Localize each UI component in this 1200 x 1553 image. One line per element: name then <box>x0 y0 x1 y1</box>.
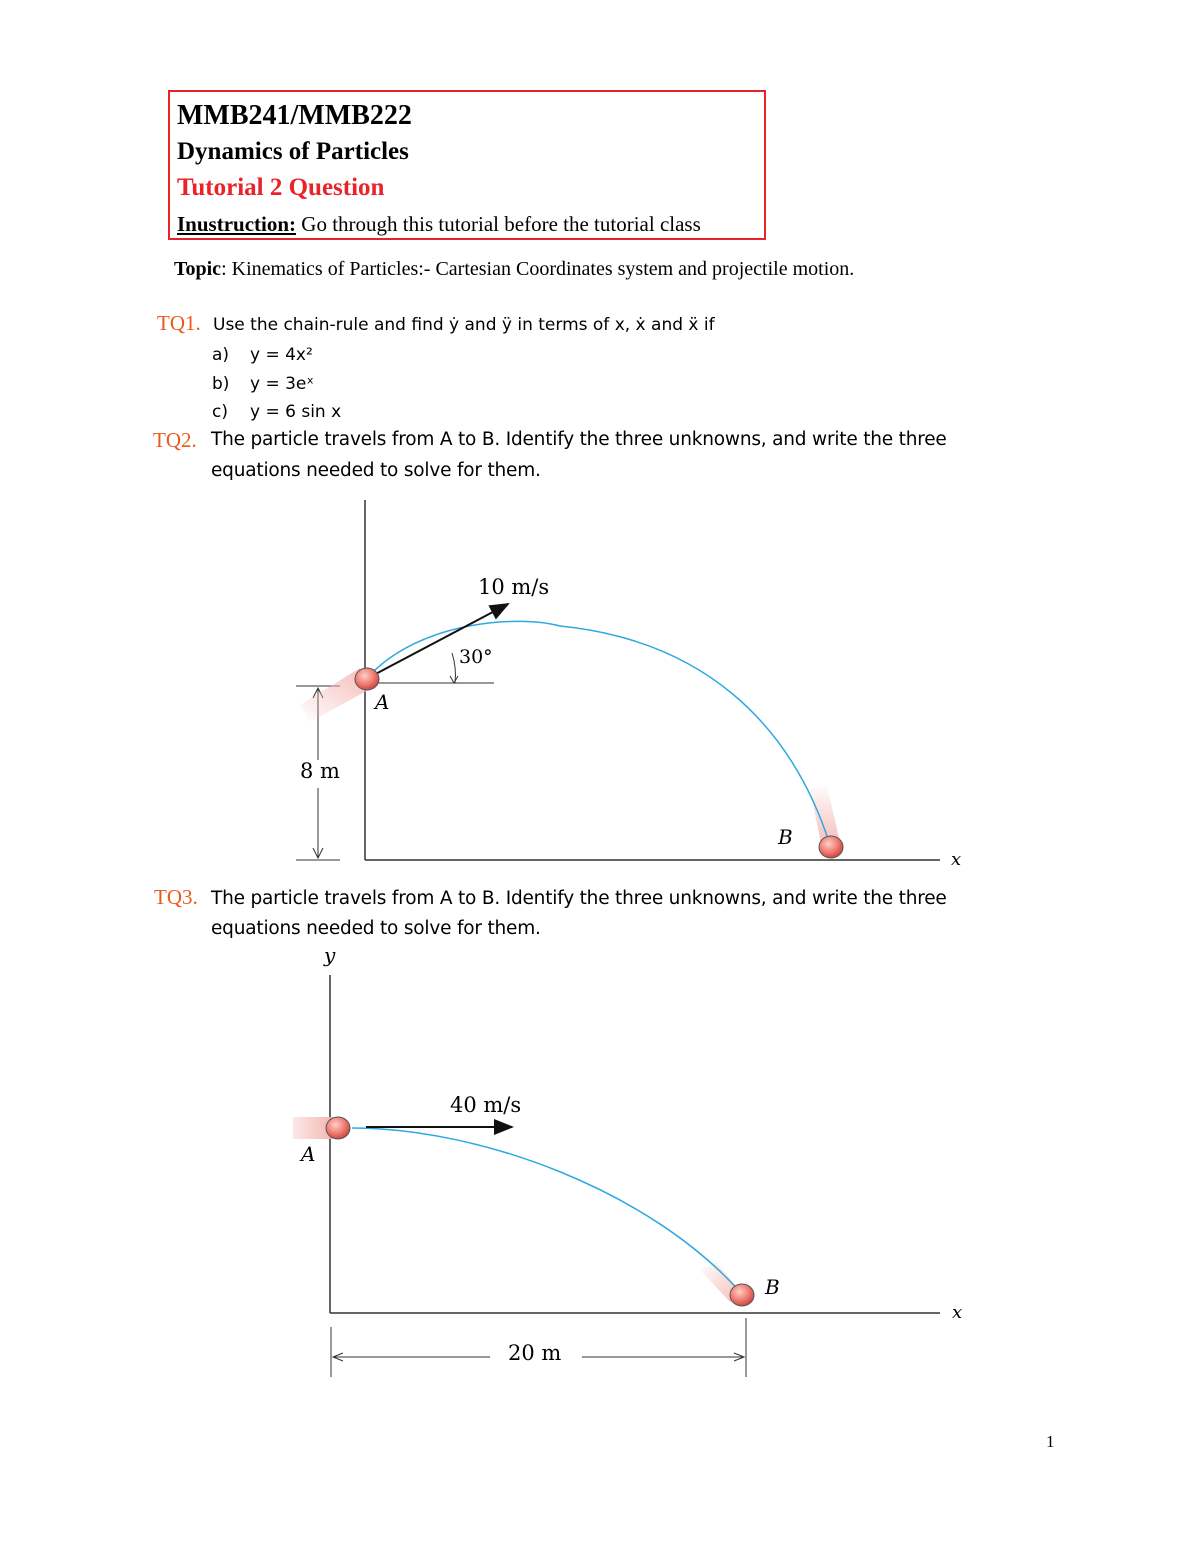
option-key: a) <box>212 345 230 365</box>
tq3-particle-b <box>730 1284 754 1306</box>
option-key: b) <box>212 374 230 394</box>
course-code: MMB241/MMB222 <box>177 100 412 131</box>
tq2-speed-label: 10 m/s <box>478 575 550 599</box>
tq2-line2: equations needed to solve for them. <box>211 460 541 481</box>
tq3-y-axis-label: y <box>324 943 336 967</box>
tq3-x-axis-label: x <box>952 1302 963 1323</box>
tutorial-title: Tutorial 2 Question <box>177 174 385 201</box>
topic-label: Topic <box>174 258 222 280</box>
tq2-height-label: 8 m <box>300 759 340 783</box>
tq3-line1: The particle travels from A to B. Identify the three unknowns, and write the three <box>211 888 947 909</box>
instruction-text: Go through this tutorial before the tutorial class <box>296 212 701 236</box>
tq2-x-axis-label: x <box>951 849 962 870</box>
topic-text: : Kinematics of Particles:- Cartesian Coordinates system and projectile motion. <box>221 258 855 280</box>
tq2-point-b-label: B <box>778 825 793 849</box>
tq3-trajectory <box>352 1128 742 1294</box>
tq2-label: TQ2. <box>153 428 197 452</box>
option-expr: y = 4x² <box>250 345 313 365</box>
tq3-speed-label: 40 m/s <box>450 1093 522 1117</box>
tq2-line1: The particle travels from A to B. Identify the three unknowns, and write the three <box>211 429 947 450</box>
option-expr: y = 3eˣ <box>250 374 314 394</box>
page-number: 1 <box>1046 1432 1055 1451</box>
tq3-line2: equations needed to solve for them. <box>211 918 541 939</box>
option-expr: y = 6 sin x <box>250 402 342 422</box>
tq1-label: TQ1. <box>157 311 201 335</box>
course-title: Dynamics of Particles <box>177 138 409 165</box>
tq3-particle-a <box>326 1117 350 1139</box>
tq2-angle-label: 30° <box>459 646 493 668</box>
tq3-distance-label: 20 m <box>508 1341 562 1365</box>
tq3-label: TQ3. <box>154 885 198 909</box>
instruction-label: Inustruction: <box>177 212 297 236</box>
tq1-text: Use the chain-rule and find ẏ and ÿ in terms of x, ẋ and ẍ if <box>213 315 715 335</box>
tq3-point-b-label: B <box>765 1275 780 1299</box>
option-key: c) <box>212 402 228 422</box>
tq3-point-a-label: A <box>301 1142 316 1166</box>
tq2-point-a-label: A <box>375 690 390 714</box>
